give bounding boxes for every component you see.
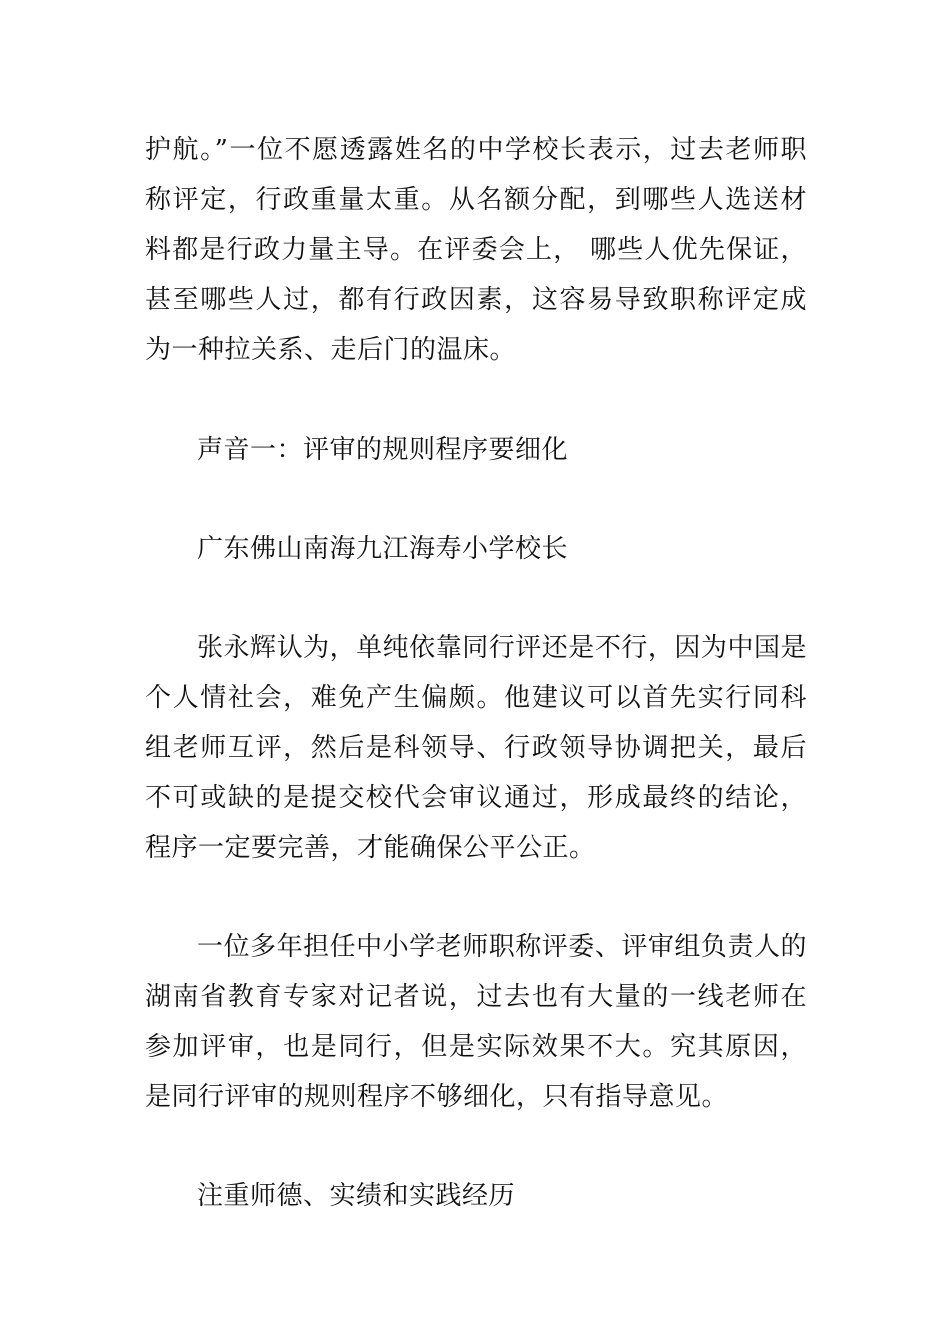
section-heading: 声音一：评审的规则程序要细化	[197, 435, 569, 465]
speaker-title: 广东佛山南海九江海寿小学校长	[197, 534, 569, 564]
body-paragraph: 护航。”一位不愿透露姓名的中学校长表示，过去老师职称评定，行政重量太重。从名额分配，到哪些人选送材料都是行政力量主导。在评委会上， 哪些人优先保证，甚至哪些人过，都有行政因素，这容易导致职称评定成为一种拉关系、走后门的温床。	[145, 135, 807, 365]
body-paragraph: 一位多年担任中小学老师职称评委、评审组负责人的湖南省教育专家对记者说，过去也有大量的一线老师在参加评审，也是同行，但是实际效果不大。究其原因，是同行评审的规则程序不够细化，只有指导意见。	[145, 932, 807, 1112]
section-heading: 注重师德、实绩和实践经历	[197, 1181, 516, 1211]
body-paragraph: 张永辉认为，单纯依靠同行评还是不行，因为中国是个人情社会，难免产生偏颇。他建议可以首先实行同科组老师互评，然后是科领导、行政领导协调把关，最后不可或缺的是提交校代会审议通过，形成最终的结论，程序一定要完善，才能确保公平公正。	[145, 633, 807, 863]
